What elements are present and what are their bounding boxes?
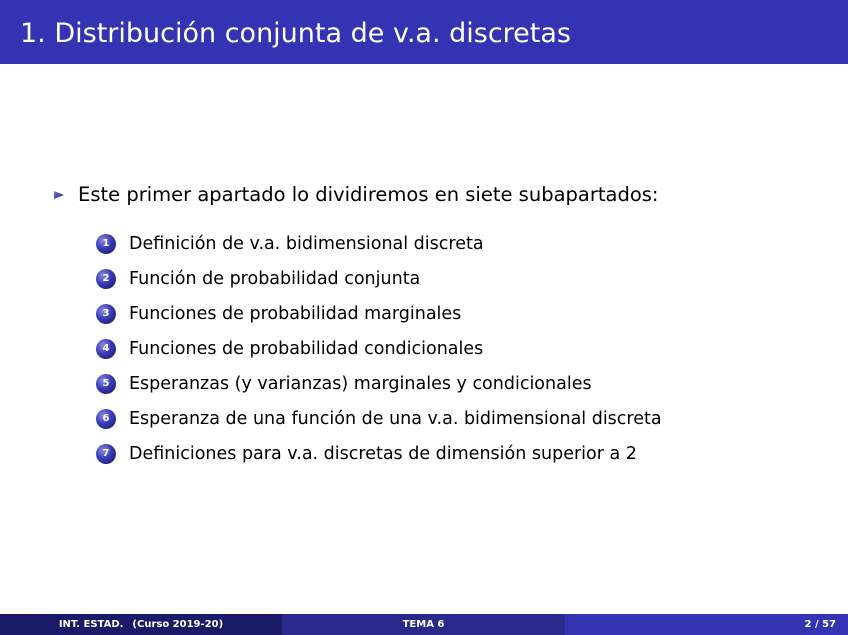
list-item — [96, 261, 662, 296]
list-item-text: Esperanza de una función de una v.a. bidimensional discreta — [129, 408, 662, 429]
footer-page — [565, 614, 848, 635]
numbered-ball-icon: 4 — [96, 339, 116, 359]
numbered-ball-icon: 7 — [96, 444, 116, 464]
subsection-list — [96, 226, 662, 471]
page-number: 2 / 57 — [804, 619, 836, 630]
list-item-text: Esperanzas (y varianzas) marginales y condicionales — [129, 373, 592, 394]
list-item — [96, 226, 662, 261]
list-item-text: Función de probabilidad conjunta — [129, 268, 421, 289]
list-item — [96, 436, 662, 471]
triangle-bullet-icon — [52, 188, 66, 202]
intro-bullet-row — [52, 180, 659, 210]
list-item — [96, 401, 662, 436]
list-item — [96, 331, 662, 366]
footer-bar — [0, 614, 848, 635]
list-item-text: Definición de v.a. bidimensional discreta — [129, 233, 484, 254]
list-item-text: Funciones de probabilidad condicionales — [129, 338, 484, 359]
footer-subject — [0, 614, 282, 635]
intro-text: Este primer apartado lo dividiremos en siete subapartados: — [78, 183, 659, 206]
list-item-text: Definiciones para v.a. discretas de dimensión superior a 2 — [129, 443, 637, 464]
list-item — [96, 296, 662, 331]
numbered-ball-icon: 5 — [96, 374, 116, 394]
footer-topic-label: TEMA 6 — [402, 619, 445, 630]
list-item-text: Funciones de probabilidad marginales — [129, 303, 462, 324]
list-item — [96, 366, 662, 401]
numbered-ball-icon: 3 — [96, 304, 116, 324]
numbered-ball-icon: 1 — [96, 234, 116, 254]
footer-subject-name: INT. ESTAD. — [58, 619, 124, 630]
footer-topic — [282, 614, 565, 635]
numbered-ball-icon: 6 — [96, 409, 116, 429]
footer-course: (Curso 2019-20) — [132, 619, 224, 630]
numbered-ball-icon: 2 — [96, 269, 116, 289]
slide-title: 1. Distribución conjunta de v.a. discretas — [20, 18, 571, 49]
title-bar — [0, 0, 848, 64]
